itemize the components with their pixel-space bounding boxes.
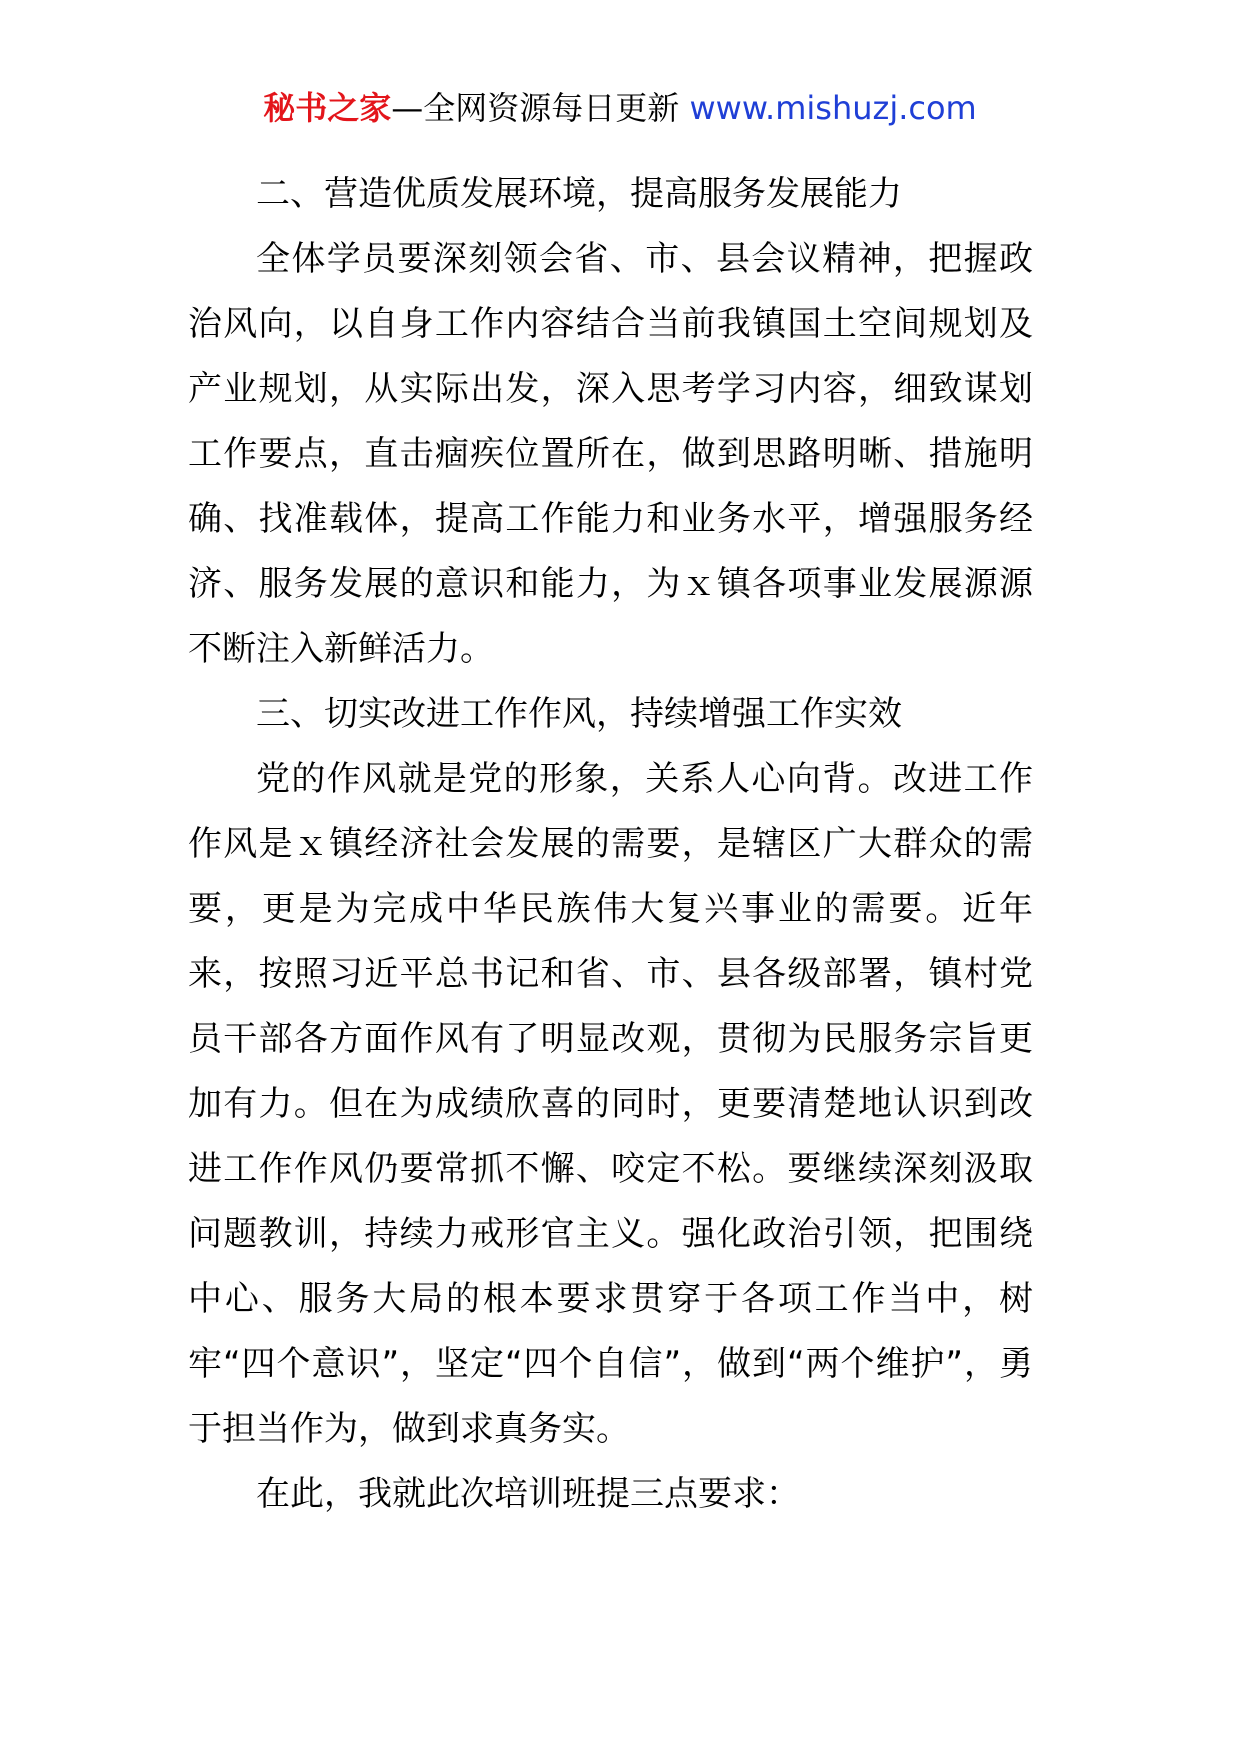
brand-name: 秘书之家 bbox=[263, 89, 392, 127]
header-slogan: —全网资源每日更新 bbox=[391, 89, 690, 127]
paragraph: 全体学员要深刻领会省、市、县会议精神，把握政治风向，以自身工作内容结合当前我镇国土空间规划及产业规划，从实际出发，深入思考学习内容，细致谋划工作要点，直击痼疾位置所在，做到思路明晰、措施明确、找准载体，提高工作能力和业务水平，增强服务经济、服务发展的意识和能力，为ｘ镇各项事业发展源源不断注入新鲜活力。 bbox=[188, 239, 1033, 669]
site-url: www.mishuzj.com bbox=[689, 89, 977, 127]
section-heading-2: 二、营造优质发展环境，提高服务发展能力 bbox=[256, 174, 902, 214]
document-body bbox=[188, 162, 1033, 1527]
section-heading-3: 三、切实改进工作作风，持续增强工作实效 bbox=[256, 694, 902, 734]
paragraph: 在此，我就此次培训班提三点要求： bbox=[256, 1474, 800, 1514]
paragraph: 党的作风就是党的形象，关系人心向背。改进工作作风是ｘ镇经济社会发展的需要，是辖区广大群众的需要，更是为完成中华民族伟大复兴事业的需要。近年来，按照习近平总书记和省、市、县各级部署，镇村党员干部各方面作风有了明显改观，贯彻为民服务宗旨更加有力。但在为成绩欣喜的同时，更要清楚地认识到改进工作作风仍要常抓不懈、咬定不松。要继续深刻汲取问题教训，持续力戒形官主义。强化政治引领，把围绕中心、服务大局的根本要求贯穿于各项工作当中，树牢“四个意识”，坚定“四个自信”，做到“两个维护”，勇于担当作为，做到求真务实。 bbox=[188, 759, 1033, 1449]
site-header bbox=[0, 86, 1240, 130]
